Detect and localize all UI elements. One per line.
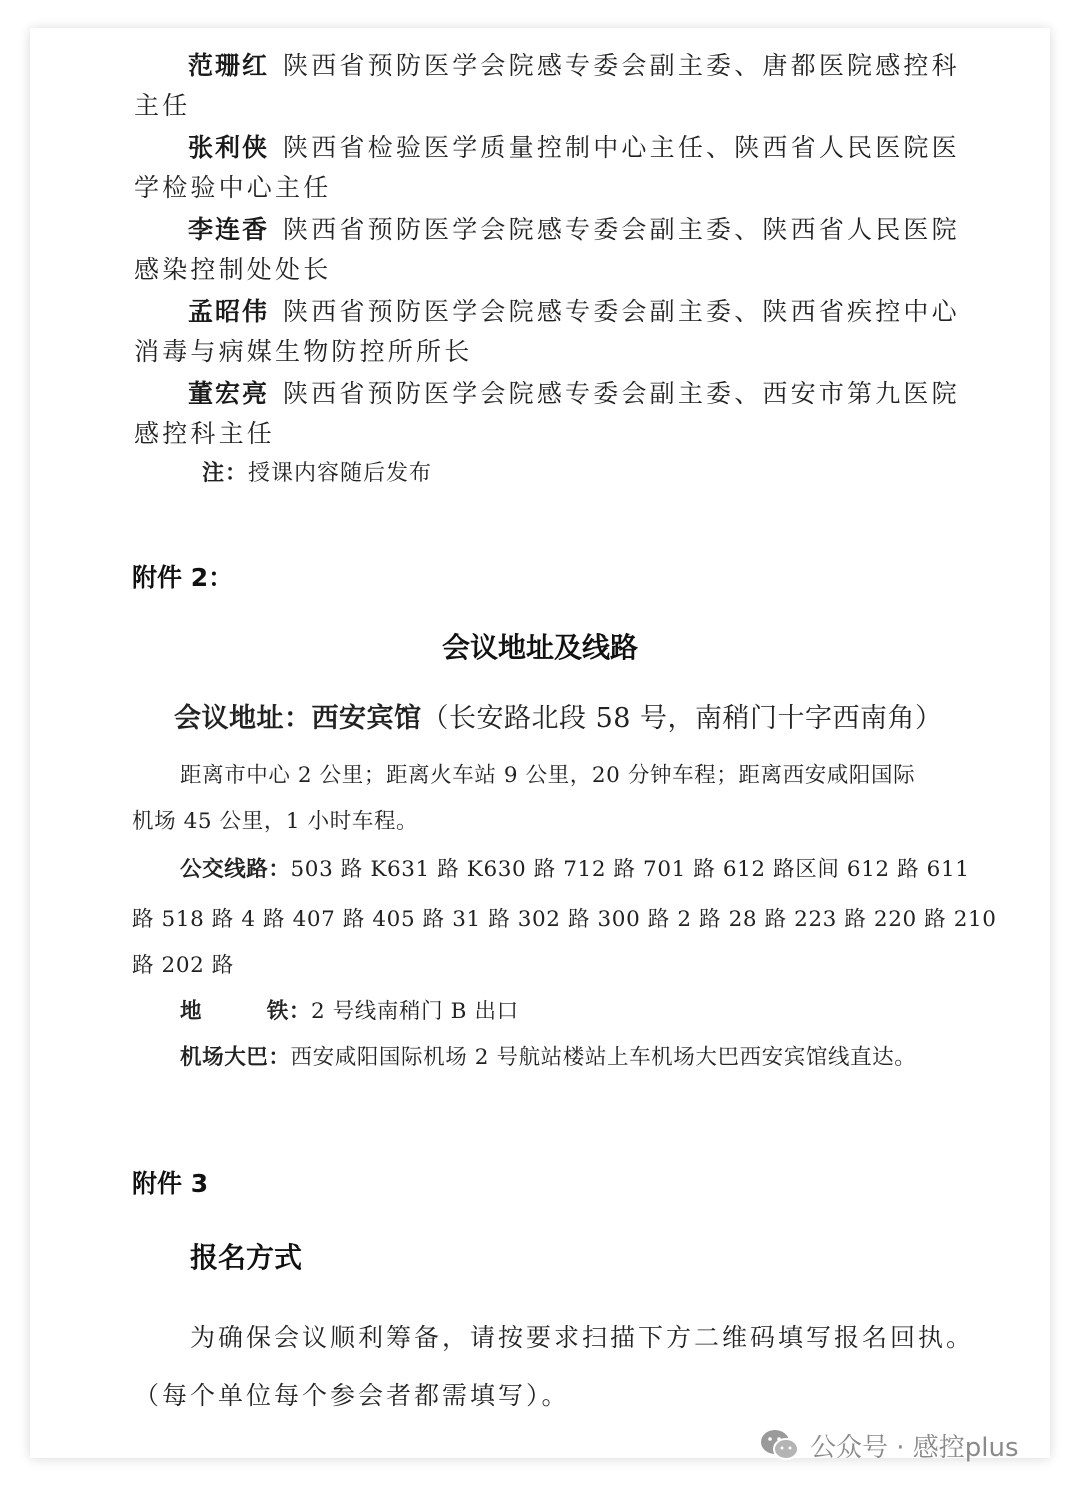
bus-label: 公交线路： bbox=[180, 857, 291, 882]
note bbox=[202, 456, 432, 487]
speaker-3-line1 bbox=[188, 210, 960, 246]
speaker-4-title: 陕西省预防医学会院感专委会副主委、陕西省疾控中心 bbox=[283, 297, 960, 326]
distance-line1: 距离市中心 2 公里；距离火车站 9 公里，20 分钟车程；距离西安咸阳国际 bbox=[180, 763, 916, 788]
metro-text: 2 号线南稍门 B 出口 bbox=[310, 999, 519, 1024]
attachment-2-heading: 附件 2： bbox=[132, 563, 234, 592]
speaker-1-title: 陕西省预防医学会院感专委会副主委、唐都医院感控科 bbox=[283, 51, 960, 80]
speaker-2-name: 张利侠 bbox=[188, 133, 270, 162]
note-label: 注： bbox=[202, 461, 249, 486]
speaker-1-line2: 主任 bbox=[134, 91, 191, 120]
watermark-text: 公众号 · 感控plus bbox=[810, 1432, 1019, 1463]
airport-text: 西安咸阳国际机场 2 号航站楼站上车机场大巴西安宾馆线直达。 bbox=[290, 1045, 917, 1070]
speaker-1-name: 范珊红 bbox=[188, 51, 270, 80]
speaker-2-title: 陕西省检验医学质量控制中心主任、陕西省人民医院医 bbox=[283, 133, 960, 162]
distance-line2: 机场 45 公里，1 小时车程。 bbox=[132, 809, 419, 834]
speaker-3-title: 陕西省预防医学会院感专委会副主委、陕西省人民医院 bbox=[283, 215, 960, 244]
airport-bus-line bbox=[180, 1040, 916, 1071]
speaker-3-line2: 感染控制处处长 bbox=[134, 255, 332, 284]
address-venue: 西安宾馆 bbox=[311, 703, 422, 734]
registration-line1: 为确保会议顺利筹备，请按要求扫描下方二维码填写报名回执。 bbox=[190, 1323, 975, 1352]
airport-label: 机场大巴： bbox=[180, 1045, 291, 1070]
watermark bbox=[760, 1420, 1019, 1470]
speaker-4-line2: 消毒与病媒生物防控所所长 bbox=[134, 337, 473, 366]
speaker-5-name: 董宏亮 bbox=[188, 379, 270, 408]
metro-label: 地 铁： bbox=[180, 999, 311, 1024]
address-detail: （长安路北段 58 号，南稍门十字西南角） bbox=[421, 703, 943, 734]
note-text: 授课内容随后发布 bbox=[248, 461, 433, 486]
speaker-5-line1 bbox=[188, 374, 960, 410]
speaker-1-line1 bbox=[188, 46, 960, 82]
speaker-5-title: 陕西省预防医学会院感专委会副主委、西安市第九医院 bbox=[283, 379, 960, 408]
speaker-4-line1 bbox=[188, 292, 960, 328]
speaker-3-name: 李连香 bbox=[188, 215, 270, 244]
speaker-2-line1 bbox=[188, 128, 960, 164]
address-label: 会议地址： bbox=[174, 703, 312, 734]
bus-line3: 路 202 路 bbox=[132, 953, 234, 978]
speaker-4-name: 孟昭伟 bbox=[188, 297, 270, 326]
bus-line2: 路 518 路 4 路 407 路 405 路 31 路 302 路 300 路 2 路 28 路 223 路 220 路 210 bbox=[132, 907, 997, 932]
speaker-5-line2: 感控科主任 bbox=[134, 419, 276, 448]
meeting-address bbox=[174, 696, 943, 735]
wechat-icon bbox=[760, 1428, 800, 1462]
attachment-2-title: 会议地址及线路 bbox=[441, 631, 638, 664]
speaker-2-line2: 学检验中心主任 bbox=[134, 173, 332, 202]
attachment-3-title: 报名方式 bbox=[190, 1241, 303, 1274]
bus-line1 bbox=[180, 852, 970, 883]
bus-routes-1: 503 路 K631 路 K630 路 712 路 701 路 612 路区间 612 路 611 bbox=[290, 857, 970, 882]
registration-line2: （每个单位每个参会者都需填写）。 bbox=[134, 1381, 570, 1410]
metro-line bbox=[180, 994, 519, 1025]
attachment-3-heading: 附件 3 bbox=[132, 1169, 209, 1198]
